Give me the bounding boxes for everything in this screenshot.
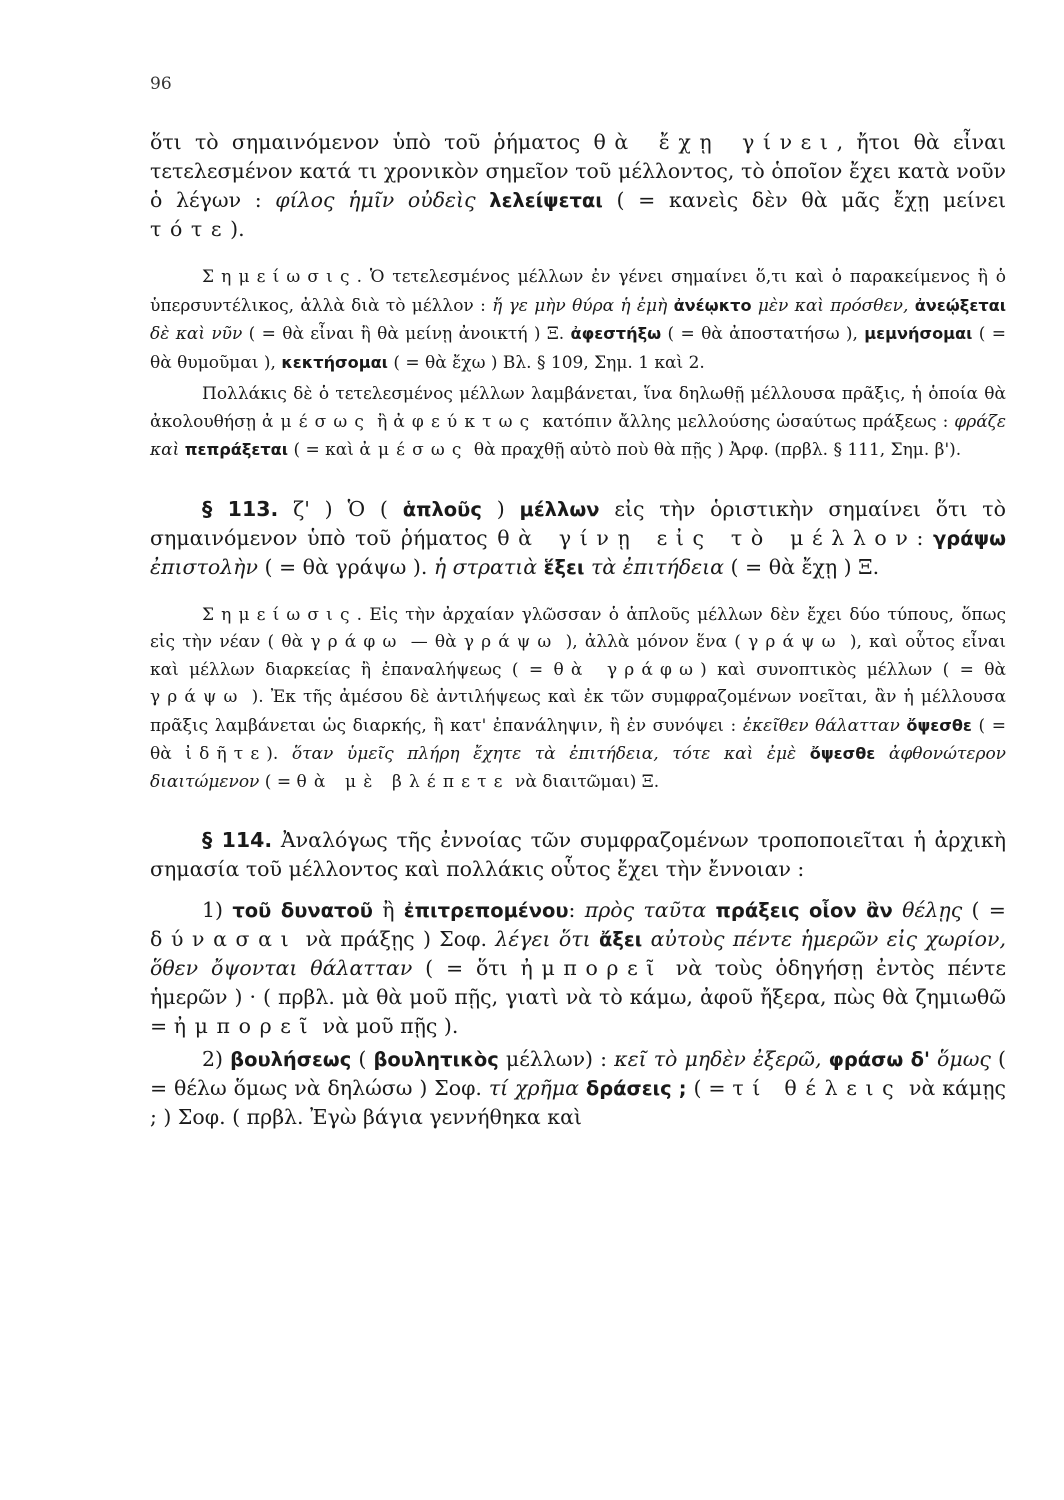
- bold-term: τοῦ δυνατοῦ: [232, 899, 373, 922]
- text: νὰ τοὺς ὁδηγήσῃ ἐντὸς πέντε ἡμερῶν ) · ( πρβλ. μὰ θὰ μοῦ πῇς, γιατὶ νὰ τὸ κάμω, ἀφοῦ ἤξερα, πὼς θὰ ζημιωθῶ =: [150, 956, 1006, 1038]
- text: :: [568, 898, 585, 922]
- spaced-text: ἀφεύκτως: [393, 411, 537, 432]
- text: εἰς τὴν ὁριστικὴν σημαίνει ὅτι τὸ σημαινόμενον ὑπὸ τοῦ ῥήματος: [150, 496, 1006, 550]
- spaced-text: γράψω: [463, 632, 559, 652]
- bold-term: ἐπιτρεπομένου: [403, 899, 569, 922]
- section-number: § 113.: [202, 496, 279, 521]
- spaced-text: Σημείωσις: [202, 267, 357, 287]
- italic-text: τί χρῆμα: [488, 1076, 579, 1100]
- bold-term: ἕξει: [543, 555, 585, 579]
- bold-term: κεκτήσομαι: [281, 352, 388, 372]
- text: — θὰ: [403, 632, 464, 652]
- text: :: [916, 525, 934, 550]
- text: ( = θὰ ἔχῃ ) Ξ.: [724, 554, 880, 579]
- italic-text: ὅταν ὑμεῖς πλήρη ἔχητε τὰ ἐπιτήδεια, τότε καὶ ἐμὲ: [291, 744, 797, 764]
- text: ( = ὅτι: [412, 956, 521, 980]
- italic-text: θέλῃς: [902, 898, 963, 922]
- text: . Ὁ τετελεσμένος μέλλων ἐν γένει σημαίνει ὅ,τι καὶ ὁ παρακείμενος ἢ ὁ ὑπερσυντέλικος, ἀλλὰ διὰ τὸ μέλλον :: [150, 267, 1006, 316]
- bold-term: ὄψεσθε: [906, 715, 972, 735]
- text: ).: [266, 744, 292, 764]
- section-114: [150, 826, 1006, 884]
- spaced-text: ἰδῆτε: [185, 744, 267, 764]
- spaced-text: γράφω: [310, 632, 404, 652]
- bold-term: μέλλων: [519, 497, 600, 521]
- italic-text: φίλος ἡμῖν οὐδεὶς: [275, 188, 476, 212]
- text: 2): [202, 1047, 231, 1071]
- text: (: [351, 1047, 374, 1071]
- text: ( = θέλω ὅμως νὰ δηλώσω ) Σοφ.: [150, 1047, 1007, 1100]
- text: ) καὶ συνοπτικὸς μέλλων ( = θὰ: [700, 659, 1006, 680]
- section-number: § 114.: [202, 828, 273, 852]
- page-number: 96: [150, 74, 172, 94]
- text: ( = θὰ ἔχω ) Βλ. § 109, Σημ. 1 καὶ 2.: [387, 352, 705, 373]
- paragraph-note-2: [150, 381, 1006, 465]
- text: νὰ μοῦ πῇς ).: [316, 1014, 459, 1038]
- bold-term: λελείψεται: [489, 189, 603, 212]
- bold-term: βουλήσεως: [230, 1048, 352, 1071]
- italic-text: ἐκεῖθεν θάλατταν: [742, 715, 900, 736]
- bold-term: ἄξει: [598, 928, 643, 951]
- text: ): [481, 496, 520, 521]
- text: , ἤτοι θὰ εἶναι τετελεσμένον κατά τι χρονικὸν σημεῖον τοῦ μέλλοντος, τὸ ὁποῖον ἔχει κατὰ νοῦν ὁ λέγων :: [150, 130, 1006, 212]
- bold-term: ἁπλοῦς: [402, 497, 482, 521]
- spaced-text: δύνασαι: [150, 927, 298, 951]
- text: ἢ: [371, 411, 394, 432]
- italic-text: ἤ γε μὴν θύρα ἡ ἐμὴ: [492, 295, 668, 316]
- spaced-text: Σημείωσις: [202, 604, 357, 625]
- text: 1): [202, 898, 233, 922]
- bold-term: πράξεις: [715, 899, 800, 922]
- paragraph-note-1: [150, 264, 1006, 377]
- italic-text: τὰ ἐπιτήδεια: [590, 554, 725, 579]
- italic-text: δὲ καὶ νῦν: [150, 324, 243, 344]
- italic-text: ἐπιστολὴν: [150, 554, 258, 579]
- italic-text: ἀφθονώτερον διαιτώμενον: [150, 744, 1007, 792]
- text: νὰ κάμῃς ; ) Σοφ. ( πρβλ. Ἐγὼ βάγια γεννήθηκα καὶ: [150, 1076, 1006, 1129]
- bold-term: βουλητικὸς: [373, 1048, 499, 1071]
- spaced-text: τί θέλεις: [732, 1076, 903, 1100]
- text: νὰ διαιτῶμαι) Ξ.: [509, 771, 660, 792]
- text: ( = θὰ γράψω ).: [257, 554, 434, 579]
- bold-term: γράψω: [933, 526, 1006, 550]
- paragraph-note-3: [150, 602, 1006, 797]
- text: ).: [230, 217, 245, 241]
- spaced-text: γράψω: [748, 632, 843, 652]
- bold-term: οἷον ἂν: [809, 899, 893, 922]
- spaced-text: ἠμπορεῖ: [173, 1014, 317, 1038]
- text: ζ' ) Ὁ (: [278, 496, 403, 521]
- text: ( = θὰ εἶναι ἢ θὰ μείνῃ ἀνοικτή ) Ξ.: [242, 324, 571, 344]
- spaced-text: ἀμέσως: [261, 411, 372, 432]
- bold-term: μεμνήσομαι: [864, 324, 973, 343]
- spaced-text: γράψω: [150, 687, 245, 707]
- text: ( = κανεὶς δὲν θὰ μᾶς ἔχῃ μείνει: [602, 188, 1007, 212]
- italic-text: κεῖ τὸ μηδὲν ἐξερῶ,: [614, 1047, 822, 1071]
- text: ( = θὰ ἀποστατήσω ),: [661, 324, 865, 344]
- italic-text: μὲν καὶ πρόσθεν,: [757, 295, 909, 316]
- spaced-text: τότε: [150, 217, 231, 241]
- text: ). Ἐκ τῆς ἀμέσου δὲ ἀντιλήψεως καὶ ἐκ τῶν συμφραζομένων νοεῖται, ἂν ἡ μέλλουσα πρᾶξις λαμβάνεται ὡς διαρκής, ἢ κατ' ἐπανάληψιν, ἢ ἐν συνόψει :: [150, 687, 1006, 736]
- section-113: [150, 495, 1006, 582]
- item-2-volition: [150, 1045, 1006, 1132]
- bold-term: ὄψεσθε: [809, 744, 876, 763]
- italic-text: φράζε καὶ: [150, 411, 1007, 460]
- text: ἢ: [372, 898, 404, 922]
- text: μέλλων) :: [498, 1047, 615, 1071]
- spaced-text: ἀμέσως: [359, 440, 469, 460]
- text: κατόπιν ἄλλης μελλούσης ὡσαύτως πράξεως :: [536, 411, 955, 432]
- bold-term: φράσω δ': [828, 1048, 930, 1071]
- spaced-text: θὰ γίνῃ εἰς τὸ μέλλον: [497, 525, 917, 550]
- bold-term: ἀνεῴξεται: [914, 295, 1006, 315]
- text: ὅτι τὸ σημαινόμενον ὑπὸ τοῦ ῥήματος: [150, 130, 594, 154]
- italic-text: λέγει ὅτι: [495, 927, 591, 951]
- text: ( =: [259, 771, 297, 792]
- italic-text: πρὸς ταῦτα: [584, 898, 707, 922]
- bold-term: δράσεις ;: [585, 1077, 687, 1100]
- spaced-text: θὰ γράφω: [553, 659, 701, 680]
- text: ( = καὶ: [288, 440, 360, 460]
- spaced-text: θὰ μὲ βλέπετε: [296, 771, 510, 792]
- text: ( = θὰ θυμοῦμαι ),: [150, 324, 1006, 373]
- bold-term: ἀνέῳκτο: [673, 295, 752, 315]
- text: Πολλάκις δὲ ὁ τετελεσμένος μέλλων λαμβάνεται, ἵνα δηλωθῇ μέλλουσα πρᾶξις, ἡ ὁποία θὰ ἀκολουθήσῃ: [150, 384, 1006, 432]
- spaced-text: θὰ ἔχῃ γίνει: [593, 130, 837, 154]
- text: νὰ πράξῃς ) Σοφ.: [297, 927, 496, 951]
- text: θὰ πραχθῇ αὐτὸ ποὺ θὰ πῇς ) Ἀρφ. (πρβλ. § 111, Σημ. β').: [468, 440, 962, 460]
- italic-text: αὐτοὺς πέντε ἡμερῶν εἰς χωρίον, ὅθεν ὄψονται θάλατταν: [150, 927, 1006, 980]
- text: ( =: [686, 1076, 733, 1100]
- italic-text: ἡ στρατιὰ: [433, 554, 538, 579]
- text: Ἀναλόγως τῆς ἐννοίας τῶν συμφραζομένων τροποποιεῖται ἡ ἀρχικὴ σημασία τοῦ μέλλοντος καὶ πολλάκις οὗτος ἔχει τὴν ἔννοιαν :: [150, 828, 1007, 881]
- italic-text: ὅμως: [937, 1047, 991, 1071]
- text: ( = θὰ: [150, 715, 1006, 764]
- paragraph-1: [150, 128, 1006, 244]
- item-1-possibility: [150, 896, 1006, 1041]
- text: . Εἰς τὴν ἀρχαίαν γλῶσσαν ὁ ἁπλοῦς μέλλων δὲν ἔχει δύο τύπους, ὅπως εἰς τὴν νέαν ( θὰ: [150, 604, 1006, 652]
- bold-term: πεπράξεται: [184, 440, 289, 459]
- bold-term: ἀφεστήξω: [570, 324, 662, 343]
- text: ), ἀλλὰ μόνον ἕνα (: [558, 632, 749, 652]
- body-text: [150, 128, 1006, 1132]
- text: ), καὶ οὗτος εἶναι καὶ μέλλων διαρκείας ἢ ἐπαναλήψεως ( =: [150, 632, 1007, 680]
- text: ( =: [962, 898, 1006, 922]
- spaced-text: ἠμπορεῖ: [520, 956, 663, 980]
